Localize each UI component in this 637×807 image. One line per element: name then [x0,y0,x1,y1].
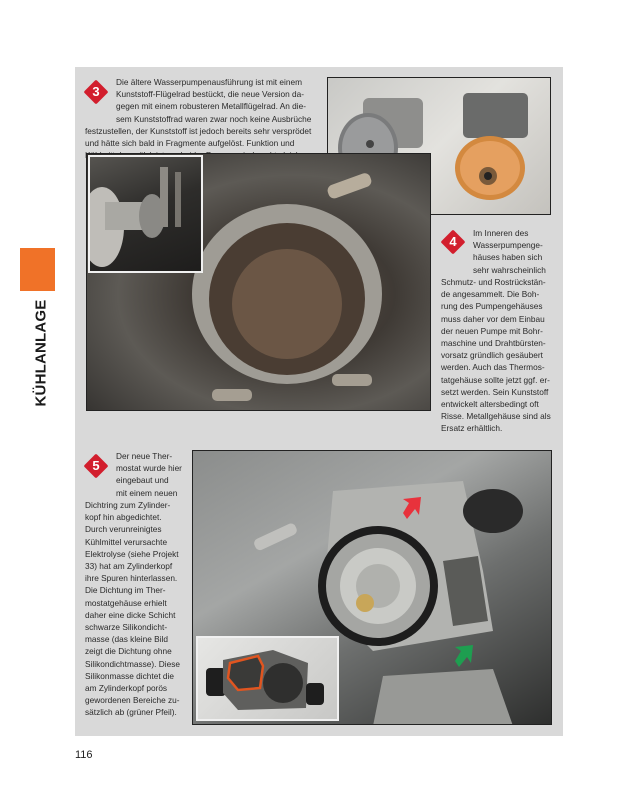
wire-brush-inset-photo [88,155,203,273]
housing-inset-illustration [198,638,337,719]
section-label: KÜHLANLAGE [32,299,50,407]
step-badge-3: 3 [85,81,107,103]
step-5-text-cont: Dichtring zum Zylinder- kopf hin abgedichtet. Durch verunreinigtes Kühlmittel verursachte Elektrolyse (siehe Projekt 33) hat am Zylinderkopf ihre Spuren hinterlassen. Die Dichtung im Ther- mostatgehäuse erhielt daher eine dicke Schicht schwarze Silikondicht- masse (das kleine Bild zeigt die Dichtung ohne Silikondichtmasse). Diese Silikonmasse dichtet die am Zylinderkopf porös gewordenen Bereiche zu- sätzlich ab (grüner Pfeil). [85,500,180,718]
step-badge-4: 4 [442,231,464,253]
step-5-text: Der neue Ther- mostat wurde hier eingebaut und mit einem neuen [116,451,182,498]
step-4-text: Im Inneren des Wasserpumpenge- häuses haben sich sehr wahrscheinlich [473,228,546,275]
step-4-text-cont: Schmutz- und Rostrückstän- de angesammelt. Die Boh- rung des Pumpengehäuses muss daher vor dem Einbau der neuen Pumpe mit Bohr- maschine und Drahtbürsten- vorsatz gründlich gesäubert werden. Auch das Thermos- tatgehäuse sollte jetzt ggf. er- setzt werden. Sein Kunststoff entwickelt altersbedingt oft Risse. Metallgehäuse sind als Ersatz erhältlich. [441,277,551,434]
thermostat-housing-inset-photo [196,636,339,721]
step-3-text: Die ältere Wasserpumpenausführung ist mit einem Kunststoff-Flügelrad bestückt, die neue Version da- gegen mit einem robusteren Metallflügelrad. An die- sem Kunststoffrad waren zwar noch keine Ausbrüche [116,77,312,124]
step-badge-5: 5 [85,455,107,477]
page-number: 116 [75,749,93,761]
section-color-tab [20,248,55,291]
step-3-text-cont: festzustellen, der Kunststoff ist jedoch bereits sehr versprödet und hätte sich bald in Fragmente aufgelöst. Funktion und [85,126,312,149]
brush-illustration [90,157,201,271]
